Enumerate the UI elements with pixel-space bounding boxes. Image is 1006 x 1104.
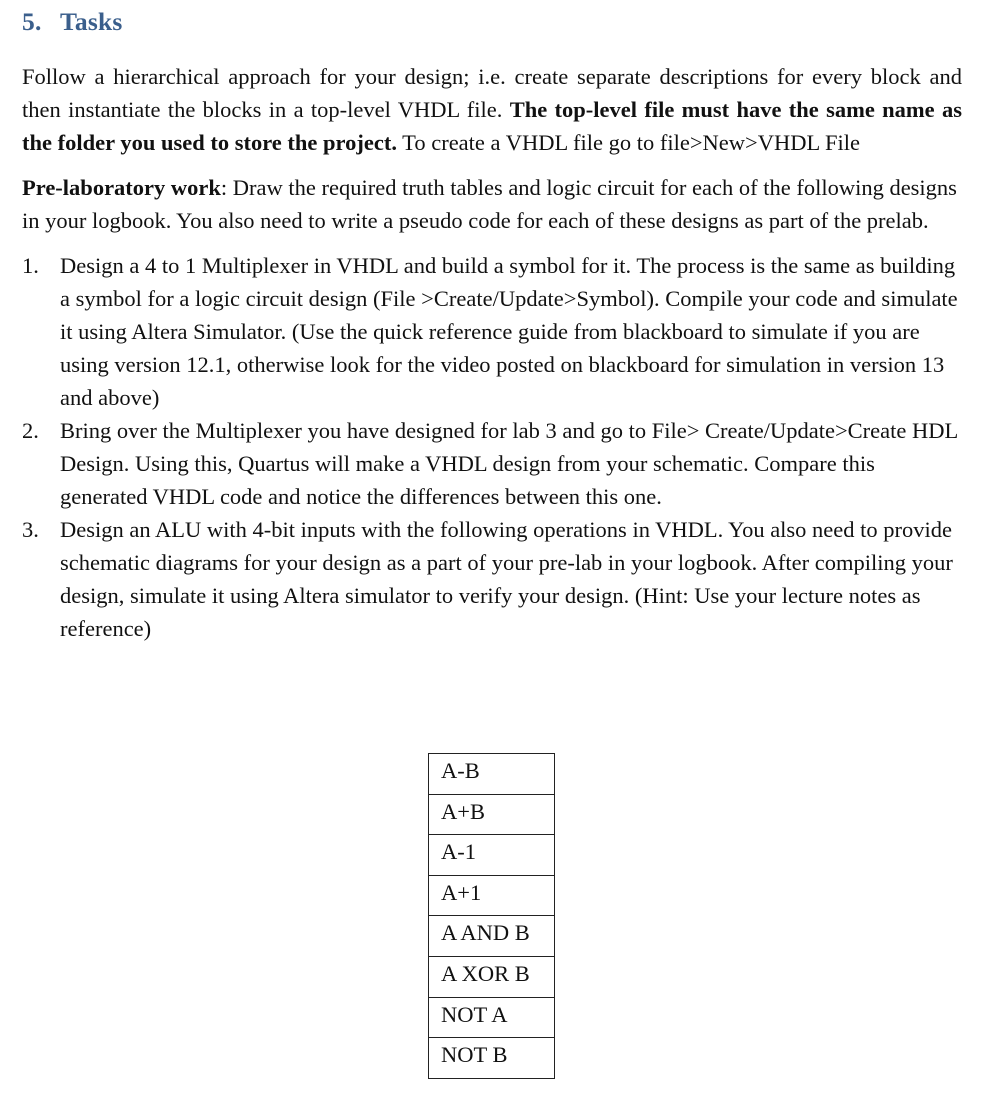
operation-cell: A+1 bbox=[429, 875, 555, 916]
operation-cell: A XOR B bbox=[429, 956, 555, 997]
prelab-paragraph bbox=[22, 171, 962, 237]
prelab-label: Pre-laboratory work bbox=[22, 175, 221, 200]
task-item-3 bbox=[22, 513, 962, 645]
operation-cell: A-B bbox=[429, 754, 555, 795]
task-list bbox=[22, 249, 962, 645]
task-item-1 bbox=[22, 249, 962, 414]
alu-operations-table bbox=[428, 753, 555, 1079]
prelab-text: : Draw the required truth tables and logic circuit for each of the following designs in your logbook. You also need to write a pseudo code for each of these designs as part of the prelab. bbox=[22, 175, 957, 233]
intro-paragraph bbox=[22, 60, 962, 159]
task-marker: 2. bbox=[22, 418, 39, 443]
task-text: Design an ALU with 4-bit inputs with the following operations in VHDL. You also need to provide schematic diagrams for your design as a part of your pre-lab in your logbook. After compiling your design, simulate it using Altera simulator to verify your design. (Hint: Use your lecture notes as reference) bbox=[60, 517, 953, 641]
task-text: Bring over the Multiplexer you have designed for lab 3 and go to File> Create/Update>Create HDL Design. Using this, Quartus will make a VHDL design from your schematic. Compare this generated VHDL code and notice the differences between this one. bbox=[60, 418, 958, 509]
intro-text-1: Follow a hierarchical approach for your design; i.e. create separate descriptions for every block and then instantiate the blocks in a top-level VHDL file. bbox=[22, 64, 962, 122]
task-item-2 bbox=[22, 414, 962, 513]
operation-cell: A-1 bbox=[429, 835, 555, 876]
operation-cell: A+B bbox=[429, 794, 555, 835]
task-marker: 1. bbox=[22, 253, 39, 278]
task-marker: 3. bbox=[22, 517, 39, 542]
operation-cell: NOT A bbox=[429, 997, 555, 1038]
document-page bbox=[22, 0, 962, 645]
operation-cell: A AND B bbox=[429, 916, 555, 957]
operation-cell: NOT B bbox=[429, 1038, 555, 1079]
section-heading bbox=[22, 6, 962, 38]
intro-bold-text: The top-level file must have the same name as the folder you used to store the project. bbox=[22, 97, 962, 155]
section-number: 5. bbox=[22, 7, 42, 36]
section-title: Tasks bbox=[60, 7, 123, 36]
intro-text-2: To create a VHDL file go to file>New>VHDL File bbox=[396, 130, 861, 155]
task-text: Design a 4 to 1 Multiplexer in VHDL and build a symbol for it. The process is the same as building a symbol for a logic circuit design (File >Create/Update>Symbol). Compile your code and simulate it using Altera Simulator. (Use the quick reference guide from blackboard to simulate if you are using version 12.1, otherwise look for the video posted on blackboard for simulation in version 13 and above) bbox=[60, 253, 958, 410]
